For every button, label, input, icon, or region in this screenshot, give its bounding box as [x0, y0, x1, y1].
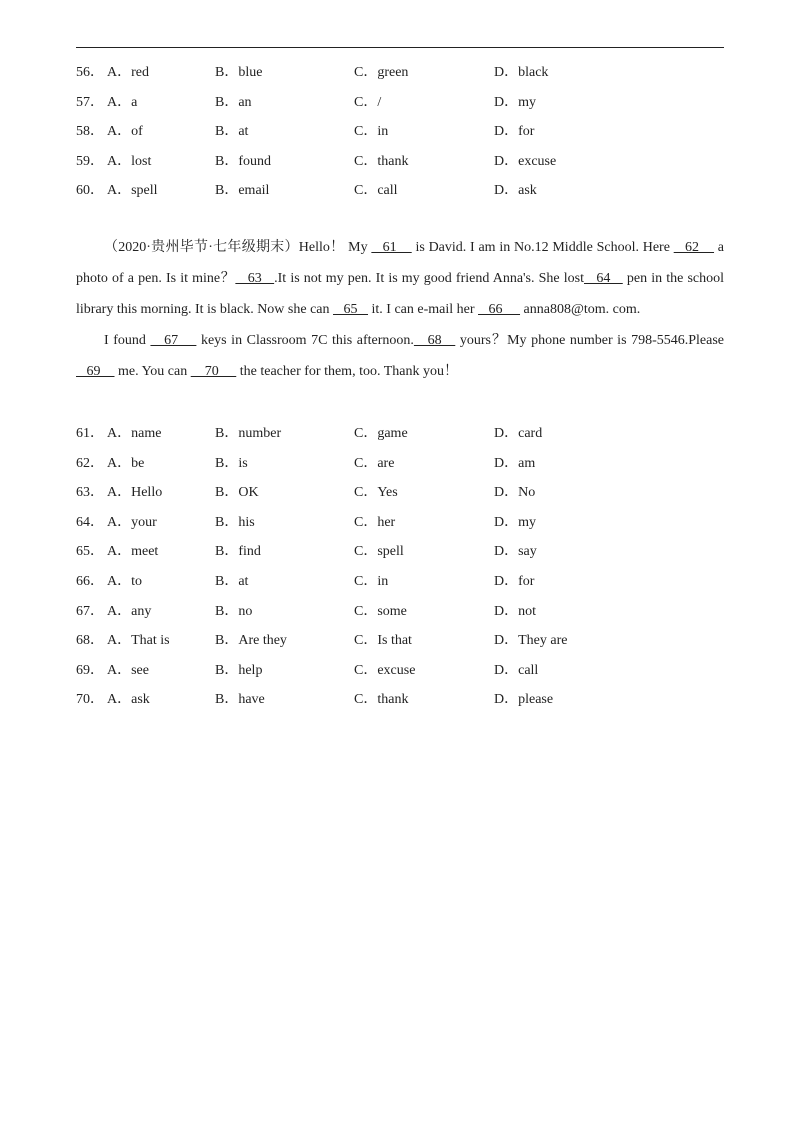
question-row: [76, 567, 736, 597]
option-b: B．number: [215, 426, 282, 441]
question-number: 60．: [76, 183, 104, 199]
option-c: C．game: [354, 426, 408, 441]
passage-text: the teacher for them, too. Thank you！: [236, 364, 458, 379]
question-number: 69．: [76, 662, 104, 678]
passage-text: I found: [104, 333, 151, 348]
option-b: B．OK: [215, 485, 259, 501]
option-b: B．is: [215, 455, 248, 471]
cloze-passage: [76, 232, 724, 387]
blank-62: 62: [673, 240, 715, 255]
option-d: D．for: [494, 124, 535, 140]
question-row: [76, 537, 736, 567]
passage-paragraph-2: [76, 325, 724, 387]
question-options-61-70: [76, 419, 736, 715]
question-row: [76, 147, 736, 177]
option-d: D．for: [494, 573, 535, 589]
option-d: D．excuse: [494, 153, 557, 169]
option-b: B．an: [215, 94, 252, 110]
question-row: [76, 419, 736, 449]
option-d: D．not: [494, 603, 536, 619]
option-b: B．find: [215, 544, 261, 560]
option-b: B．at: [215, 573, 249, 589]
option-b: B．help: [215, 662, 263, 678]
option-a: A．of: [107, 124, 143, 140]
blank-64: 64: [584, 271, 623, 286]
option-c: C．/: [354, 94, 382, 110]
option-c: C．Yes: [354, 485, 398, 501]
option-a: A．red: [107, 65, 149, 80]
question-number: 59．: [76, 153, 104, 169]
option-d: D．black: [494, 65, 549, 80]
option-a: A．lost: [107, 153, 152, 169]
option-a: A．That is: [107, 633, 170, 649]
option-b: B．blue: [215, 65, 263, 80]
header-rule: [76, 47, 724, 48]
question-row: [76, 597, 736, 627]
option-a: A．meet: [107, 544, 159, 560]
option-a: A．see: [107, 662, 149, 678]
option-b: B．have: [215, 692, 265, 708]
passage-text: yours？My phone number is 798-5546.Please: [455, 333, 725, 348]
question-row: [76, 478, 736, 508]
option-c: C．are: [354, 455, 395, 471]
question-number: 61．: [76, 426, 104, 441]
option-c: C．Is that: [354, 633, 412, 649]
question-row: [76, 508, 736, 538]
option-d: D．They are: [494, 633, 568, 649]
blank-66: 66: [478, 302, 521, 317]
option-c: C．in: [354, 124, 389, 140]
question-number: 70．: [76, 692, 104, 708]
passage-source: （2020·贵州毕节·七年级期末）: [104, 240, 299, 255]
question-number: 67．: [76, 603, 104, 619]
option-a: A．name: [107, 426, 162, 441]
option-a: A．be: [107, 455, 145, 471]
blank-69: 69: [76, 364, 115, 379]
option-d: D．No: [494, 485, 536, 501]
option-a: A．your: [107, 514, 157, 530]
passage-text: .It is not my pen. It is my good friend Anna's. She lost: [274, 271, 584, 286]
option-c: C．spell: [354, 544, 404, 560]
option-d: D．am: [494, 455, 536, 471]
question-number: 64．: [76, 514, 104, 530]
option-b: B．his: [215, 514, 255, 530]
passage-text: keys in Classroom 7C this afternoon.: [196, 333, 414, 348]
question-row: [76, 656, 736, 686]
option-c: C．excuse: [354, 662, 416, 678]
option-c: C．call: [354, 183, 398, 199]
passage-text: is David. I am in No.12 Middle School. Here: [411, 240, 674, 255]
option-d: D．say: [494, 544, 537, 560]
option-d: D．ask: [494, 183, 537, 199]
option-b: B．Are they: [215, 633, 287, 649]
option-d: D．call: [494, 662, 539, 678]
option-d: D．card: [494, 426, 543, 441]
option-b: B．email: [215, 183, 270, 199]
option-c: C．some: [354, 603, 407, 619]
blank-70: 70: [190, 364, 237, 379]
question-number: 57．: [76, 94, 104, 110]
passage-text: anna808@tom. com.: [520, 302, 641, 317]
question-number: 62．: [76, 455, 104, 471]
question-row: [76, 117, 736, 147]
option-b: B．at: [215, 124, 249, 140]
option-c: C．thank: [354, 692, 409, 708]
blank-65: 65: [333, 302, 369, 317]
question-row: [76, 626, 736, 656]
question-row: [76, 88, 736, 118]
option-d: D．please: [494, 692, 554, 708]
question-row: [76, 449, 736, 479]
question-number: 58．: [76, 124, 104, 140]
option-a: A．ask: [107, 692, 150, 708]
passage-text: me. You can: [114, 364, 191, 379]
option-c: C．her: [354, 514, 396, 530]
question-row: [76, 685, 736, 715]
option-c: C．green: [354, 65, 409, 80]
option-a: A．a: [107, 94, 138, 110]
passage-text: it. I can e-mail her: [368, 302, 479, 317]
option-a: A．to: [107, 573, 142, 589]
option-b: B．no: [215, 603, 253, 619]
option-c: C．in: [354, 573, 389, 589]
question-number: 56．: [76, 65, 104, 80]
question-options-56-60: [76, 58, 736, 206]
question-number: 66．: [76, 573, 104, 589]
question-number: 65．: [76, 544, 104, 560]
passage-text: a photo of a pen. Is it mine？: [76, 240, 725, 286]
blank-67: 67: [150, 333, 197, 348]
passage-text: pen in the school library this morning. It is black. Now she can: [76, 271, 725, 317]
question-row: [76, 176, 736, 206]
blank-61: 61: [371, 240, 412, 255]
question-number: 63．: [76, 485, 104, 501]
option-b: B．found: [215, 153, 271, 169]
passage-text: Hello！ My: [298, 240, 372, 255]
option-a: A．Hello: [107, 485, 163, 501]
option-a: A．spell: [107, 183, 158, 199]
option-a: A．any: [107, 603, 152, 619]
blank-68: 68: [413, 333, 456, 348]
option-d: D．my: [494, 514, 536, 530]
question-number: 68．: [76, 633, 104, 649]
option-c: C．thank: [354, 153, 409, 169]
option-d: D．my: [494, 94, 536, 110]
passage-paragraph-1: [76, 232, 724, 325]
blank-63: 63: [235, 271, 275, 286]
question-row: [76, 58, 736, 88]
